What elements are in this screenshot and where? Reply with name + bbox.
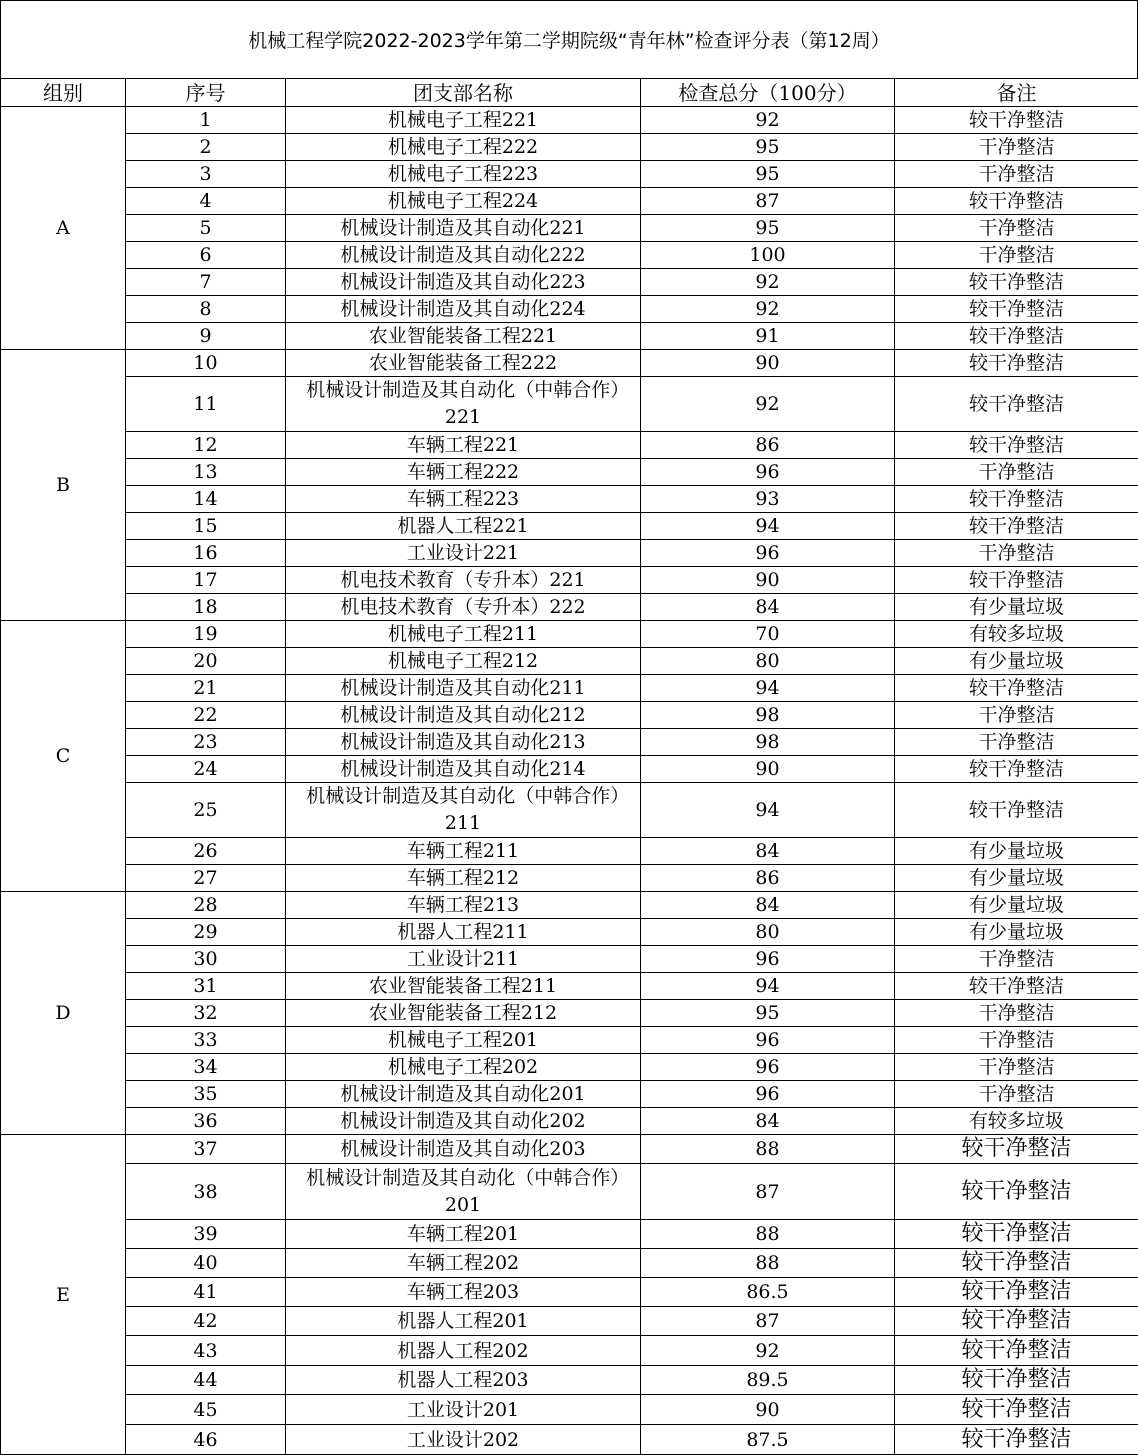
score-cell: 96	[641, 1081, 895, 1108]
score-cell: 84	[641, 892, 895, 919]
remark-cell: 有少量垃圾	[895, 594, 1138, 621]
table-row	[1, 215, 1138, 242]
remark-cell: 较干净整洁	[895, 432, 1138, 459]
branch-name-cell: 工业设计202	[286, 1425, 641, 1455]
index-cell: 40	[126, 1249, 286, 1278]
index-cell: 3	[126, 161, 286, 188]
branch-name-cell: 机械设计制造及其自动化214	[286, 756, 641, 783]
remark-cell: 干净整洁	[895, 459, 1138, 486]
index-cell: 38	[126, 1164, 286, 1220]
remark-cell: 有少量垃圾	[895, 838, 1138, 865]
score-cell: 89.5	[641, 1366, 895, 1395]
index-cell: 20	[126, 648, 286, 675]
branch-name-cell: 机械电子工程223	[286, 161, 641, 188]
branch-name-cell: 机械设计制造及其自动化221	[286, 215, 641, 242]
remark-cell: 较干净整洁	[895, 973, 1138, 1000]
branch-name-cell: 农业智能装备工程221	[286, 323, 641, 350]
table-row	[1, 1108, 1138, 1135]
remark-cell: 有较多垃圾	[895, 621, 1138, 648]
table-row	[1, 459, 1138, 486]
score-cell: 94	[641, 513, 895, 540]
branch-name-cell: 机器人工程203	[286, 1366, 641, 1395]
table-body	[1, 107, 1138, 1455]
table-row	[1, 1336, 1138, 1366]
branch-name-cell: 机械电子工程224	[286, 188, 641, 215]
header-index: 序号	[126, 79, 286, 107]
branch-name-cell: 机械设计制造及其自动化（中韩合作）221	[286, 377, 641, 432]
remark-cell: 干净整洁	[895, 1081, 1138, 1108]
table-row	[1, 1054, 1138, 1081]
index-cell: 37	[126, 1135, 286, 1164]
branch-name-cell: 机械设计制造及其自动化211	[286, 675, 641, 702]
branch-name-cell: 车辆工程202	[286, 1249, 641, 1278]
table-row	[1, 1164, 1138, 1220]
score-cell: 95	[641, 215, 895, 242]
index-cell: 21	[126, 675, 286, 702]
branch-name-cell: 机械设计制造及其自动化（中韩合作）201	[286, 1164, 641, 1220]
index-cell: 19	[126, 621, 286, 648]
score-cell: 92	[641, 296, 895, 323]
score-cell: 90	[641, 1395, 895, 1425]
index-cell: 11	[126, 377, 286, 432]
table-row	[1, 161, 1138, 188]
table-row	[1, 486, 1138, 513]
index-cell: 14	[126, 486, 286, 513]
score-cell: 80	[641, 919, 895, 946]
index-cell: 25	[126, 783, 286, 838]
remark-cell: 较干净整洁	[895, 1249, 1138, 1278]
remark-cell: 较干净整洁	[895, 269, 1138, 296]
remark-cell: 有少量垃圾	[895, 865, 1138, 892]
remark-cell: 较干净整洁	[895, 513, 1138, 540]
index-cell: 27	[126, 865, 286, 892]
remark-cell: 较干净整洁	[895, 377, 1138, 432]
index-cell: 22	[126, 702, 286, 729]
remark-cell: 干净整洁	[895, 1027, 1138, 1054]
score-cell: 88	[641, 1249, 895, 1278]
remark-cell: 干净整洁	[895, 540, 1138, 567]
index-cell: 35	[126, 1081, 286, 1108]
table-row	[1, 892, 1138, 919]
branch-name-cell: 车辆工程213	[286, 892, 641, 919]
branch-name-cell: 车辆工程212	[286, 865, 641, 892]
remark-cell: 较干净整洁	[895, 188, 1138, 215]
remark-cell: 较干净整洁	[895, 1366, 1138, 1395]
header-branch-name: 团支部名称	[286, 79, 641, 107]
index-cell: 2	[126, 134, 286, 161]
table-row	[1, 1366, 1138, 1395]
branch-name-cell: 机电技术教育（专升本）221	[286, 567, 641, 594]
branch-name-cell: 农业智能装备工程212	[286, 1000, 641, 1027]
table-row	[1, 432, 1138, 459]
inspection-score-table	[0, 78, 1138, 1455]
index-cell: 32	[126, 1000, 286, 1027]
table-row	[1, 188, 1138, 215]
group-label-cell: A	[1, 107, 126, 350]
index-cell: 1	[126, 107, 286, 134]
table-row	[1, 1425, 1138, 1455]
group-label-cell: E	[1, 1135, 126, 1455]
score-cell: 88	[641, 1220, 895, 1249]
index-cell: 34	[126, 1054, 286, 1081]
branch-name-cell: 工业设计211	[286, 946, 641, 973]
branch-name-cell: 车辆工程222	[286, 459, 641, 486]
branch-name-cell: 车辆工程221	[286, 432, 641, 459]
branch-name-cell: 机械电子工程221	[286, 107, 641, 134]
index-cell: 8	[126, 296, 286, 323]
group-label-cell: B	[1, 350, 126, 621]
score-cell: 92	[641, 1336, 895, 1366]
remark-cell: 干净整洁	[895, 1000, 1138, 1027]
index-cell: 45	[126, 1395, 286, 1425]
remark-cell: 较干净整洁	[895, 1395, 1138, 1425]
table-row	[1, 919, 1138, 946]
branch-name-cell: 机械电子工程211	[286, 621, 641, 648]
score-cell: 80	[641, 648, 895, 675]
branch-name-cell: 车辆工程223	[286, 486, 641, 513]
score-cell: 96	[641, 1027, 895, 1054]
table-row	[1, 107, 1138, 134]
branch-name-cell: 农业智能装备工程211	[286, 973, 641, 1000]
table-row	[1, 1307, 1138, 1336]
remark-cell: 较干净整洁	[895, 1135, 1138, 1164]
score-cell: 90	[641, 756, 895, 783]
remark-cell: 较干净整洁	[895, 323, 1138, 350]
index-cell: 28	[126, 892, 286, 919]
branch-name-cell: 工业设计201	[286, 1395, 641, 1425]
table-row	[1, 1081, 1138, 1108]
branch-name-cell: 机电技术教育（专升本）222	[286, 594, 641, 621]
branch-name-cell: 机器人工程201	[286, 1307, 641, 1336]
index-cell: 33	[126, 1027, 286, 1054]
remark-cell: 较干净整洁	[895, 107, 1138, 134]
index-cell: 7	[126, 269, 286, 296]
branch-name-cell: 农业智能装备工程222	[286, 350, 641, 377]
branch-name-cell: 机械设计制造及其自动化222	[286, 242, 641, 269]
score-cell: 91	[641, 323, 895, 350]
table-row	[1, 783, 1138, 838]
score-cell: 87.5	[641, 1425, 895, 1455]
index-cell: 6	[126, 242, 286, 269]
header-row	[1, 79, 1138, 107]
score-cell: 100	[641, 242, 895, 269]
remark-cell: 较干净整洁	[895, 350, 1138, 377]
index-cell: 4	[126, 188, 286, 215]
index-cell: 10	[126, 350, 286, 377]
branch-name-cell: 机械设计制造及其自动化213	[286, 729, 641, 756]
table-row	[1, 729, 1138, 756]
remark-cell: 有少量垃圾	[895, 648, 1138, 675]
header-score: 检查总分（100分）	[641, 79, 895, 107]
table-row	[1, 540, 1138, 567]
remark-cell: 较干净整洁	[895, 756, 1138, 783]
remark-cell: 较干净整洁	[895, 675, 1138, 702]
score-cell: 98	[641, 702, 895, 729]
index-cell: 41	[126, 1278, 286, 1307]
index-cell: 16	[126, 540, 286, 567]
table-row	[1, 946, 1138, 973]
table-row	[1, 1000, 1138, 1027]
score-cell: 88	[641, 1135, 895, 1164]
branch-name-cell: 机器人工程221	[286, 513, 641, 540]
remark-cell: 干净整洁	[895, 242, 1138, 269]
branch-name-cell: 机械设计制造及其自动化223	[286, 269, 641, 296]
branch-name-cell: 机械设计制造及其自动化212	[286, 702, 641, 729]
remark-cell: 干净整洁	[895, 702, 1138, 729]
score-cell: 84	[641, 1108, 895, 1135]
remark-cell: 较干净整洁	[895, 1164, 1138, 1220]
table-row	[1, 973, 1138, 1000]
index-cell: 42	[126, 1307, 286, 1336]
group-label-cell: D	[1, 892, 126, 1135]
remark-cell: 较干净整洁	[895, 567, 1138, 594]
table-row	[1, 838, 1138, 865]
score-cell: 96	[641, 946, 895, 973]
table-row	[1, 1027, 1138, 1054]
score-cell: 87	[641, 1164, 895, 1220]
table-row	[1, 1395, 1138, 1425]
score-cell: 84	[641, 838, 895, 865]
branch-name-cell: 机械设计制造及其自动化224	[286, 296, 641, 323]
index-cell: 24	[126, 756, 286, 783]
score-cell: 90	[641, 350, 895, 377]
branch-name-cell: 车辆工程201	[286, 1220, 641, 1249]
remark-cell: 有少量垃圾	[895, 919, 1138, 946]
index-cell: 23	[126, 729, 286, 756]
score-cell: 95	[641, 161, 895, 188]
table-row	[1, 594, 1138, 621]
score-cell: 92	[641, 377, 895, 432]
index-cell: 13	[126, 459, 286, 486]
index-cell: 39	[126, 1220, 286, 1249]
table-row	[1, 648, 1138, 675]
table-row	[1, 1249, 1138, 1278]
branch-name-cell: 机器人工程202	[286, 1336, 641, 1366]
index-cell: 43	[126, 1336, 286, 1366]
score-cell: 94	[641, 973, 895, 1000]
score-cell: 92	[641, 107, 895, 134]
score-cell: 92	[641, 269, 895, 296]
remark-cell: 较干净整洁	[895, 1307, 1138, 1336]
score-cell: 98	[641, 729, 895, 756]
table-row	[1, 513, 1138, 540]
score-cell: 94	[641, 783, 895, 838]
table-row	[1, 702, 1138, 729]
score-cell: 95	[641, 1000, 895, 1027]
remark-cell: 有较多垃圾	[895, 1108, 1138, 1135]
index-cell: 44	[126, 1366, 286, 1395]
table-row	[1, 1220, 1138, 1249]
remark-cell: 干净整洁	[895, 161, 1138, 188]
table-row	[1, 269, 1138, 296]
branch-name-cell: 机械电子工程212	[286, 648, 641, 675]
remark-cell: 较干净整洁	[895, 783, 1138, 838]
score-cell: 87	[641, 188, 895, 215]
header-group: 组别	[1, 79, 126, 107]
table-row	[1, 242, 1138, 269]
score-cell: 90	[641, 567, 895, 594]
branch-name-cell: 机器人工程211	[286, 919, 641, 946]
table-row	[1, 1135, 1138, 1164]
table-row	[1, 865, 1138, 892]
table-title-box	[0, 0, 1138, 78]
index-cell: 30	[126, 946, 286, 973]
remark-cell: 干净整洁	[895, 729, 1138, 756]
page-title: 机械工程学院2022-2023学年第二学期院级“青年林”检查评分表（第12周）	[248, 26, 889, 53]
score-cell: 87	[641, 1307, 895, 1336]
table-row	[1, 756, 1138, 783]
index-cell: 15	[126, 513, 286, 540]
table-row	[1, 675, 1138, 702]
remark-cell: 较干净整洁	[895, 1336, 1138, 1366]
index-cell: 17	[126, 567, 286, 594]
table-row	[1, 567, 1138, 594]
score-cell: 70	[641, 621, 895, 648]
branch-name-cell: 机械设计制造及其自动化202	[286, 1108, 641, 1135]
remark-cell: 较干净整洁	[895, 1278, 1138, 1307]
branch-name-cell: 工业设计221	[286, 540, 641, 567]
remark-cell: 有少量垃圾	[895, 892, 1138, 919]
score-cell: 84	[641, 594, 895, 621]
score-cell: 86	[641, 432, 895, 459]
table-row	[1, 1278, 1138, 1307]
remark-cell: 干净整洁	[895, 946, 1138, 973]
score-cell: 96	[641, 540, 895, 567]
branch-name-cell: 机械设计制造及其自动化（中韩合作）211	[286, 783, 641, 838]
table-row	[1, 621, 1138, 648]
remark-cell: 较干净整洁	[895, 1425, 1138, 1455]
score-cell: 86	[641, 865, 895, 892]
table-row	[1, 350, 1138, 377]
score-cell: 93	[641, 486, 895, 513]
remark-cell: 较干净整洁	[895, 296, 1138, 323]
branch-name-cell: 机械设计制造及其自动化203	[286, 1135, 641, 1164]
index-cell: 31	[126, 973, 286, 1000]
header-remark: 备注	[895, 79, 1138, 107]
group-label-cell: C	[1, 621, 126, 892]
branch-name-cell: 机械电子工程201	[286, 1027, 641, 1054]
branch-name-cell: 车辆工程211	[286, 838, 641, 865]
index-cell: 46	[126, 1425, 286, 1455]
index-cell: 36	[126, 1108, 286, 1135]
remark-cell: 干净整洁	[895, 1054, 1138, 1081]
branch-name-cell: 机械电子工程202	[286, 1054, 641, 1081]
score-cell: 95	[641, 134, 895, 161]
score-cell: 96	[641, 459, 895, 486]
table-row	[1, 296, 1138, 323]
index-cell: 5	[126, 215, 286, 242]
branch-name-cell: 机械设计制造及其自动化201	[286, 1081, 641, 1108]
index-cell: 12	[126, 432, 286, 459]
remark-cell: 干净整洁	[895, 134, 1138, 161]
table-row	[1, 134, 1138, 161]
score-cell: 86.5	[641, 1278, 895, 1307]
table-row	[1, 377, 1138, 432]
index-cell: 18	[126, 594, 286, 621]
index-cell: 26	[126, 838, 286, 865]
remark-cell: 较干净整洁	[895, 1220, 1138, 1249]
score-cell: 94	[641, 675, 895, 702]
index-cell: 9	[126, 323, 286, 350]
remark-cell: 较干净整洁	[895, 486, 1138, 513]
branch-name-cell: 车辆工程203	[286, 1278, 641, 1307]
score-cell: 96	[641, 1054, 895, 1081]
table-row	[1, 323, 1138, 350]
branch-name-cell: 机械电子工程222	[286, 134, 641, 161]
index-cell: 29	[126, 919, 286, 946]
remark-cell: 干净整洁	[895, 215, 1138, 242]
